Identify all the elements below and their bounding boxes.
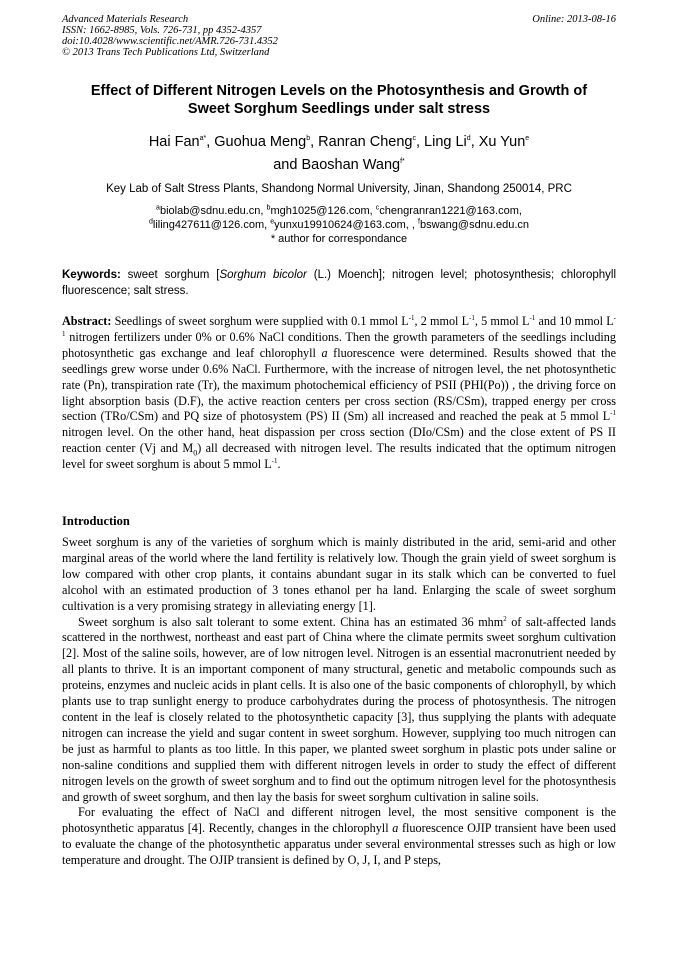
journal-header: [62, 14, 278, 58]
email-mark: e: [270, 218, 275, 226]
section-heading-introduction: Introduction: [62, 514, 130, 528]
author-list: [50, 131, 628, 177]
email-mark: c: [375, 204, 380, 212]
doi-line: doi:10.4028/www.scientific.net/AMR.726-731.4352: [62, 36, 278, 47]
online-date: Online: 2013-08-16: [532, 14, 616, 25]
keywords: [62, 267, 616, 299]
author-mark: c: [412, 135, 416, 143]
abstract-text: ) all decreased with nitrogen level. The results indicated that the optimum nitrogen level for sweet sorghum is about 5 mmol L: [62, 441, 616, 472]
intro-paragraph-3: [62, 805, 616, 869]
email-mark: b: [266, 204, 271, 212]
abstract: [62, 314, 616, 473]
author-mark: e: [525, 135, 530, 143]
title-line-2: Sweet Sorghum Seedlings under salt stress: [187, 101, 491, 117]
email-address: chengranran1221@163.com,: [379, 205, 522, 217]
correspondence-note: * author for correspondance: [270, 233, 408, 245]
author-name: Ranran Cheng: [318, 134, 413, 150]
author-mark: a*: [199, 135, 207, 143]
author-name: Baoshan Wang: [301, 157, 401, 173]
author-name: Guohua Meng: [214, 134, 307, 150]
author-mark: b: [306, 135, 311, 143]
abstract-sup: -1: [271, 457, 278, 466]
abstract-text: nitrogen fertilizers under 0% or 0.6% NaCl conditions. Then the growth parameters of the seedlings including photosynthetic gas exchange and leaf chlorophyll: [62, 329, 616, 360]
abstract-text: , 5 mmol L: [474, 314, 530, 328]
author-mark: d: [466, 135, 471, 143]
abstract-text: Seedlings of sweet sorghum were supplied with 0.1 mmol L: [111, 314, 409, 328]
abstract-label: Abstract:: [62, 314, 112, 328]
journal-name: Advanced Materials Research: [62, 14, 189, 25]
intro-sup: 2: [503, 614, 507, 623]
keywords-text: sweet sorghum [: [120, 269, 220, 281]
keywords-text: (L.) Moench]; nitrogen level; photosynthesis; chlorophyll fluorescence; salt stress.: [62, 269, 616, 297]
keywords-label: Keywords:: [62, 269, 121, 281]
abstract-sup: -1: [62, 313, 616, 338]
intro-italic: a: [392, 821, 399, 836]
abstract-text: .: [277, 457, 281, 472]
intro-paragraph-1: Sweet sorghum is any of the varieties of sorghum which is mainly distributed in the arid, semi-arid and other marginal areas of the world where the land fertility is relatively low. Though the grain yield of sweet sorghum is low compared with other crop plants, it contains abundant sugar in its stalk which can be converted to fuel alcohol with an estimated production of 3 tones ethanol per ha land. Enlarging the scale of sweet sorghum cultivation is a very promising strategy in alleviating energy [1].: [62, 535, 616, 613]
author-name: Hai Fan: [148, 134, 200, 150]
intro-text: Sweet sorghum is also salt tolerant to some extent. China has an estimated 36 mhm: [78, 614, 504, 629]
intro-paragraph-2: [62, 615, 616, 806]
email-mark: a: [156, 204, 160, 212]
abstract-sup: -1: [529, 313, 536, 322]
email-line-2: [40, 218, 638, 232]
species-name: Sorghum bicolor: [219, 269, 307, 281]
abstract-sup: -1: [610, 409, 616, 418]
abstract-italic: a: [321, 345, 328, 360]
email-address: bswang@sdnu.edu.cn: [420, 219, 530, 231]
email-line-1: [40, 204, 638, 218]
author-name: Xu Yun: [478, 134, 526, 150]
authors-line-1: Hai Fan$^{a*}$, Guohua Meng$^b$, Ranran Cheng$^c$, Ling Li$^d$, Xu Yun$^e$: [148, 134, 530, 150]
abstract-sup: -1: [408, 313, 415, 322]
email-mark: f: [418, 218, 420, 226]
abstract-text: nitrogen level. On the other hand, heat dispassion per cross section (DIo/CSm) and the close extent of PS II reaction center (Vj and M: [62, 425, 616, 456]
author-and: and: [273, 157, 298, 173]
author-name: Ling Li: [424, 134, 467, 150]
paper-title: [50, 82, 628, 118]
intro-text: fluorescence OJIP transient have been used to evaluate the change of the photosynthetic apparatus under several environmental stresses such as high or low temperature and drought. The OJIP transient is defined by O, J, I, and P steps,: [62, 821, 616, 868]
copyright-line: © 2013 Trans Tech Publications Ltd, Switzerland: [62, 47, 270, 58]
abstract-text: and 10 mmol L: [535, 314, 614, 328]
email-address: liling427611@126.com,: [152, 219, 271, 231]
introduction-body: [62, 535, 616, 869]
authors-line-2: [50, 154, 628, 177]
author-mark: f*: [400, 158, 405, 166]
email-address: biolab@sdnu.edu.cn,: [159, 205, 267, 217]
intro-text: of salt-affected lands scattered in the northwest, northeast and east part of China where the climate permits sweet sorghum cultivation [2]. Most of the saline soils, however, are of low nitrogen level. Nitrogen is an essential macronutrient needed by all plants to thrive. It is an important component of many structural, genetic and metabolic compounds such as proteins, enzymes and nucleic acids in plant cells. It is also one of the basic components of chlorophyll, by which plants use to trap sunlight energy to produce carbohydrates during the process of photosynthesis. The nitrogen content in the leaf is closely related to the photosynthetic capacity [3], thus supplying the plants with adequate nitrogen can increase the yield and sugar content in sweet sorghum. However, supplying too much nitrogen can be just as harmful to plants as too little. In this paper, we planted sweet sorghum in plastic pots under saline or non-saline conditions and supplied them with different nitrogen levels in order to study the effect of different nitrogen levels on the growth of sweet sorghum and to find out the optimum nitrogen level for the photosynthesis and growth of sweet sorghum, and then lay the basis for sweet sorghum cultivation in saline soils.: [62, 614, 616, 804]
abstract-sub: 0: [193, 448, 198, 458]
email-block: [40, 204, 638, 246]
email-address: mgh1025@126.com,: [270, 205, 376, 217]
intro-text: For evaluating the effect of NaCl and different nitrogen level, the most sensitive component is the photosynthetic apparatus [4]. Recently, changes in the chlorophyll: [62, 805, 616, 836]
email-mark: d: [148, 218, 153, 226]
email-address: yunxu19910624@163.com, ,: [274, 219, 419, 231]
abstract-text: , 2 mmol L: [414, 314, 470, 328]
affiliation: Key Lab of Salt Stress Plants, Shandong Normal University, Jinan, Shandong 250014, PRC: [106, 183, 572, 195]
abstract-sup: -1: [469, 313, 475, 322]
title-line-1: Effect of Different Nitrogen Levels on the Photosynthesis and Growth of: [90, 83, 588, 99]
abstract-text: fluorescence were determined. Results showed that the seedlings grew worse under 0.6% NaCl. Furthermore, with the increase of nitrogen level, the net photosynthetic rate (Pn), transpiration rate (Tr), the maximum photochemical efficiency of PSII (PHI(Po)) , the driving force on light absorption basis (D.F), the active reaction centers per cross section (RS/CSm), trapped energy per cross section (TRo/CSm) and PQ size of photosystem (PS) II (Sm) all increased and reached the peak at 5 mmol L: [62, 345, 616, 424]
issn-line: ISSN: 1662-8985, Vols. 726-731, pp 4352-4357: [62, 25, 262, 36]
